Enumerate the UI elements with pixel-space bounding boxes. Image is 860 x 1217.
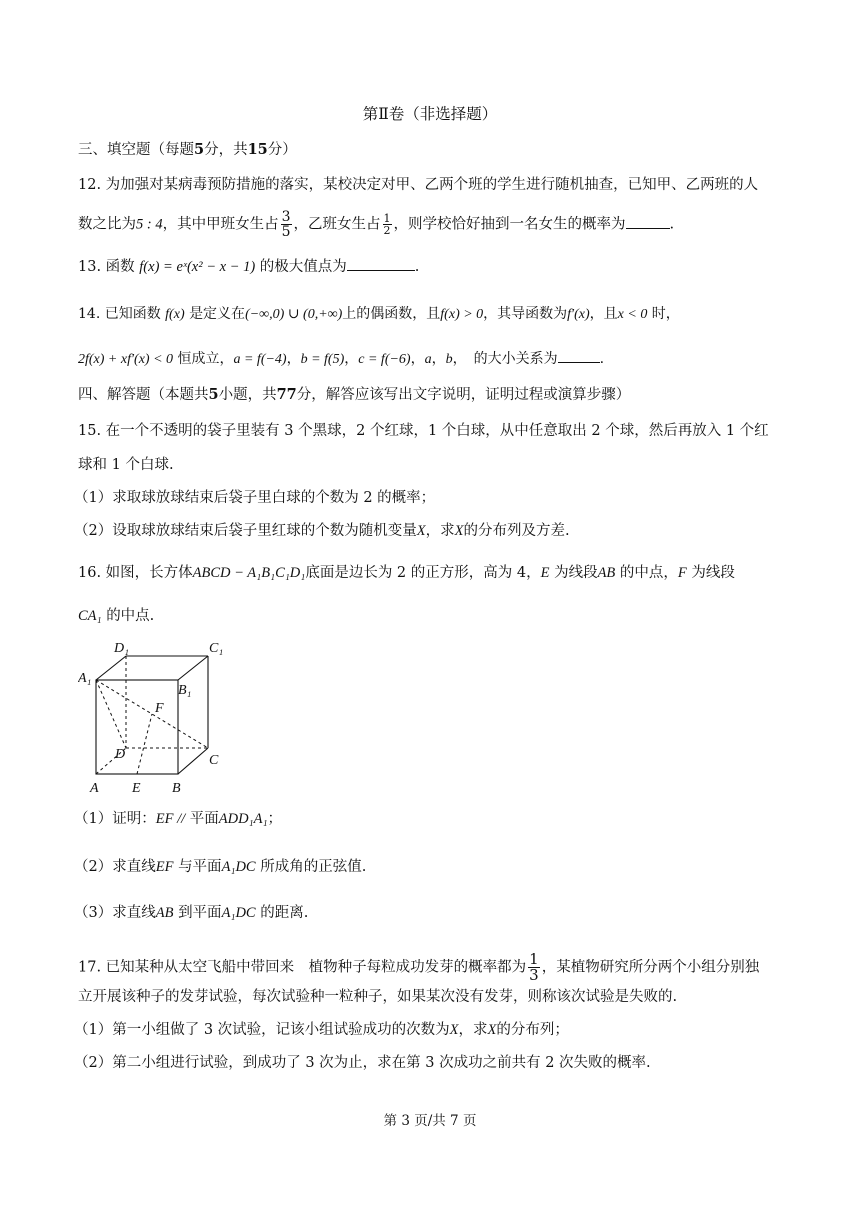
q15-part1: （1）求取球放球结束后袋子里白球的个数为 2 的概率； — [74, 490, 436, 506]
q12-text: 数之比为 — [78, 216, 136, 233]
q13-formula: f(x) = eˣ(x² − x − 1) — [139, 259, 256, 275]
q16-text: 16. 如图，长方体 — [78, 565, 193, 581]
heading-text: 四、解答题（本题共 — [78, 387, 209, 403]
q15-line1: 15. 在一个不透明的袋子里装有 3 个黑球，2 个红球，1 个白球，从中任意取出 2 个球，然后再放入 1 个红 — [78, 423, 769, 439]
q16-text: 底面是边长为 2 的正方形，高为 4， — [305, 565, 541, 581]
q16-solid: ABCD − A₁B₁C₁D₁ — [192, 565, 306, 581]
q16-line1 — [78, 563, 790, 583]
q16-part3 — [74, 903, 786, 923]
q16-line2 — [78, 606, 790, 626]
q13-text: 13. 函数 — [78, 259, 135, 275]
q17-part1 — [74, 1020, 786, 1040]
q12-text: ，其中甲班女生占 — [162, 216, 279, 233]
q14-text: ， — [286, 351, 301, 367]
label-F: F — [155, 701, 164, 716]
q14-text: 时， — [651, 306, 680, 322]
q16-text: 为线段 — [691, 565, 735, 581]
q14-text: . — [599, 351, 605, 367]
q17-line2: 立开展该种子的发芽试验，每次试验种一粒种子，如果某次没有发芽，则称该次试验是失败的. — [78, 989, 678, 1005]
q16-text: 与平面 — [178, 859, 222, 875]
q14-text: ，其导函数为 — [483, 306, 568, 322]
q16-line: EF — [155, 859, 174, 875]
q17-text: ，某植物研究所分两个小组分别独 — [541, 959, 760, 976]
q15-text: ，求 — [425, 523, 455, 539]
q16-formula: EF // — [155, 811, 186, 827]
q16-part1 — [74, 809, 786, 829]
heading-text: 小题，共 — [218, 387, 277, 403]
q13-text: 的极大值点为 — [259, 259, 347, 275]
label-A1: A₁ — [78, 671, 92, 686]
q14-text: ，且 — [589, 306, 618, 322]
heading-count: 5 — [208, 386, 219, 403]
q14-line2 — [78, 348, 790, 370]
heading-total: 15 — [247, 141, 268, 158]
q14-a-value: a = f(−4) — [233, 352, 287, 367]
q15-part2 — [74, 521, 786, 541]
q12-text: ，则学校恰好抽到一名女生的概率为 — [393, 216, 626, 233]
fraction-numerator: 1 — [383, 212, 391, 225]
q14-text: 上的偶函数，且 — [342, 306, 441, 322]
q16-part2 — [74, 857, 786, 877]
hidden-line-EF — [137, 714, 152, 774]
q16-text: 的距离. — [260, 905, 309, 921]
page-footer: 第 3 页/共 7 页 — [383, 1113, 477, 1129]
heading-points: 77 — [276, 386, 297, 403]
q15-text: 的分布列及方差. — [463, 523, 570, 539]
q12-line1: 12. 为加强对某病毒预防措施的落实，某校决定对甲、乙两个班的学生进行随机抽查，已知甲、乙两班的人 — [78, 177, 759, 193]
heading-text: 分，共 — [204, 142, 248, 158]
q14-formula: f′(x) — [567, 307, 590, 322]
q14-text: ， — [431, 351, 446, 367]
label-C1: C₁ — [209, 641, 224, 656]
q14-formula: f(x) — [165, 307, 185, 322]
q16-plane: A₁DC — [221, 859, 256, 875]
q17-var: X — [487, 1022, 497, 1038]
q17-var: X — [449, 1022, 459, 1038]
q13-text: . — [414, 259, 420, 275]
q17-text: ，求 — [458, 1022, 488, 1038]
q14-text: ， — [452, 351, 460, 367]
q16-text: 为线段 — [554, 565, 598, 581]
q14-c-value: c = f(−6) — [358, 352, 411, 367]
q16-text: 的中点. — [106, 608, 155, 624]
q12-line2 — [78, 210, 790, 239]
heading-points: 5 — [194, 141, 205, 158]
q14-formula: x < 0 — [617, 307, 648, 322]
q16-text: （3）求直线 — [74, 905, 156, 921]
front-face — [96, 680, 178, 774]
q16-line: AB — [155, 905, 174, 921]
q12-text: ，乙班女生占 — [293, 216, 381, 233]
q14-line1 — [78, 304, 790, 325]
q16-plane: ADD₁A₁ — [218, 811, 268, 827]
q12-fraction-3-5 — [281, 210, 292, 239]
cuboid-diagram — [78, 638, 228, 798]
edge-A1D1 — [96, 656, 126, 680]
q12-answer-blank[interactable] — [626, 214, 670, 229]
fraction-denominator: 5 — [281, 224, 291, 240]
label-A: A — [90, 781, 99, 796]
heading-text: 分） — [267, 142, 297, 158]
q12-ratio: 5 : 4 — [136, 216, 163, 233]
q15-var: X — [416, 523, 426, 539]
label-E: E — [132, 781, 141, 796]
q14-text: 14. 已知函数 — [78, 306, 161, 322]
q17-line1 — [78, 952, 790, 983]
fraction-denominator: 3 — [529, 966, 539, 984]
q14-text: ， — [344, 351, 359, 367]
q14-text: 的大小关系为 — [473, 351, 558, 367]
q14-formula: f(x) > 0 — [440, 307, 484, 322]
q17-part2: （2）第二小组进行试验，到成功了 3 次为止，求在第 3 次成功之前共有 2 次失败的概率. — [74, 1055, 651, 1071]
label-B1: B₁ — [178, 683, 192, 698]
q15-line2: 球和 1 个白球. — [78, 457, 174, 473]
fraction-numerator: 3 — [281, 209, 291, 225]
q12-fraction-1-2 — [383, 213, 392, 236]
hidden-line-A1D — [96, 680, 126, 748]
q16-text: 的中点， — [619, 565, 678, 581]
q16-text: ； — [267, 811, 282, 827]
q14-text: ， — [410, 351, 425, 367]
q13-answer-blank[interactable] — [347, 256, 415, 271]
fraction-denominator: 2 — [383, 224, 391, 237]
q16-text: 平面 — [189, 811, 219, 827]
q16-text: （2）求直线 — [74, 859, 156, 875]
q16-text: 到平面 — [178, 905, 222, 921]
label-D: D — [115, 747, 126, 762]
q14-domain: (−∞,0) ∪ (0,+∞) — [245, 307, 343, 322]
fraction-numerator: 1 — [529, 950, 539, 968]
q14-b-value: b = f(5) — [300, 352, 345, 367]
q17-text: 的分布列； — [496, 1022, 569, 1038]
q14-answer-blank[interactable] — [558, 348, 600, 363]
heading-text: 分，解答应该写出文字说明，证明过程或演算步骤） — [296, 387, 631, 403]
q14-text: 是定义在 — [189, 306, 246, 322]
q16-text: （1）证明： — [74, 811, 156, 827]
edge-B1C1 — [178, 656, 208, 680]
edge-BC — [178, 748, 208, 774]
q14-text: 恒成立， — [177, 351, 234, 367]
q16-segment: CA₁ — [78, 608, 102, 624]
q15-text: （2）设取球放球结束后袋子里红球的个数为随机变量 — [74, 523, 417, 539]
section3-heading — [78, 140, 790, 160]
q16-segment: AB — [597, 565, 616, 581]
q17-text: 17. 已知某种从太空飞船中带回来 植物种子每粒成功发芽的概率都为 — [78, 959, 527, 976]
cuboid-figure — [78, 638, 228, 798]
q16-point: F — [677, 565, 687, 581]
label-B: B — [172, 781, 181, 796]
label-C: C — [209, 753, 219, 768]
q16-point: E — [540, 565, 550, 581]
q16-plane: A₁DC — [221, 905, 256, 921]
q17-fraction-1-3 — [528, 952, 540, 983]
q12-text: . — [669, 216, 675, 233]
q14-var: a — [424, 352, 432, 367]
q15-var: X — [454, 523, 464, 539]
section-title: 第Ⅱ卷（非选择题） — [362, 105, 498, 123]
section4-heading — [78, 385, 790, 405]
q17-text: （1）第一小组做了 3 次试验，记该小组试验成功的次数为 — [74, 1022, 450, 1038]
q14-inequality: 2f(x) + xf′(x) < 0 — [78, 352, 174, 367]
q13-line — [78, 256, 790, 277]
label-D1: D₁ — [114, 641, 129, 656]
q16-text: 所成角的正弦值. — [260, 859, 367, 875]
q14-var: b — [445, 352, 453, 367]
heading-text: 三、填空题（每题 — [78, 142, 194, 158]
